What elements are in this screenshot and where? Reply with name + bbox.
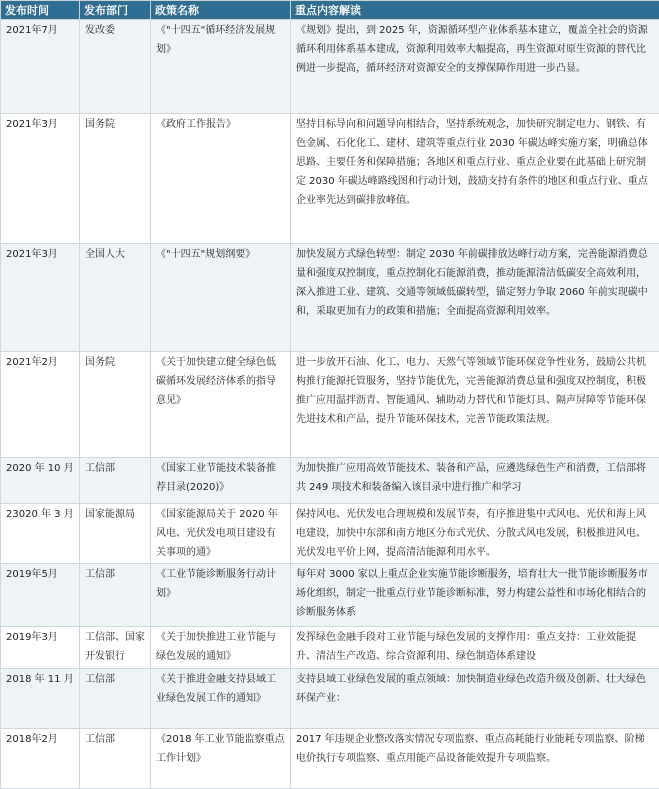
cell-department: 工信部: [80, 458, 151, 504]
cell-content: 2017 年违规企业整改落实情况专项监察、重点高耗能行业能耗专项监察、阶梯电价执行专项监察、重点用能产品设备能效提升专项监察。: [291, 729, 659, 789]
cell-department: 工信部、国家开发银行: [80, 627, 151, 669]
cell-content: 为加快推广应用高效节能技术、装备和产品，应遴选绿色生产和消费，工信部将共 249 项技术和装备编入该目录中进行推广和学习: [291, 458, 659, 504]
cell-date: 2018 年 11 月: [1, 669, 80, 729]
cell-date: 2018年2月: [1, 729, 80, 789]
cell-date: 2021年3月: [1, 244, 80, 352]
table-row: [1, 669, 659, 729]
header-date: 发布时间: [1, 1, 80, 20]
table-row: [1, 458, 659, 504]
cell-policy-name: 《关于推进金融支持县域工业绿色发展工作的通知》: [151, 669, 291, 729]
table-row: [1, 20, 659, 114]
cell-content: 《规划》提出，到 2025 年，资源循环型产业体系基本建立，覆盖全社会的资源循环利用体系基本建成，资源利用效率大幅提高，再生资源对原生资源的替代比例进一步提高，循环经济对资源安全的支撑保障作用进一步凸显。: [291, 20, 659, 114]
cell-content: 支持县域工业绿色发展的重点领域：加快制造业绿色改造升级及创新、壮大绿色环保产业：: [291, 669, 659, 729]
cell-policy-name: 《"十四五"循环经济发展规划》: [151, 20, 291, 114]
cell-content: 坚持目标导向和问题导向相结合，坚持系统观念，加快研究制定电力、钢铁、有色金属、石化化工、建材、建筑等重点行业 2030 年碳达峰实施方案，明确总体思路、主要任务和保障措施；各地区和重点行业、重点企业要在此基础上研究制定 2030 年碳达峰路线图和行动计划，鼓励支持有条件的地区和重点行业、重点企业率先达到碳排放峰值。: [291, 114, 659, 244]
cell-content: 发挥绿色金融手段对工业节能与绿色发展的支撑作用：重点支持：工业效能提升、清洁生产改造、综合资源利用、绿色制造体系建设: [291, 627, 659, 669]
table-row: [1, 729, 659, 789]
cell-department: 工信部: [80, 669, 151, 729]
table-body: [1, 20, 659, 789]
cell-department: 发改委: [80, 20, 151, 114]
table-row: [1, 504, 659, 564]
cell-policy-name: 《国家工业节能技术装备推荐目录(2020)》: [151, 458, 291, 504]
header-department: 发布部门: [80, 1, 151, 20]
header-row: [1, 1, 659, 20]
cell-policy-name: 《国家能源局关于 2020 年风电、光伏发电项目建设有关事项的通》: [151, 504, 291, 564]
cell-policy-name: 《关于加快建立健全绿色低碳循环发展经济体系的指导意见》: [151, 352, 291, 458]
cell-policy-name: 《政府工作报告》: [151, 114, 291, 244]
table-row: [1, 114, 659, 244]
cell-content: 每年对 3000 家以上重点企业实施节能诊断服务，培育壮大一批节能诊断服务市场化组织，制定一批重点行业节能诊断标准，努力构建公益性和市场化相结合的诊断服务体系: [291, 564, 659, 627]
cell-date: 2021年7月: [1, 20, 80, 114]
cell-department: 全国人大: [80, 244, 151, 352]
table-row: [1, 627, 659, 669]
cell-policy-name: 《"十四五"规划纲要》: [151, 244, 291, 352]
cell-content: 进一步放开石油、化工、电力、天然气等领域节能环保竞争性业务，鼓励公共机构推行能源托管服务，坚持节能优先，完善能源消费总量和强度双控制度，积极推广应用温拌沥青、智能通风、辅助动力替代和节能灯具、隔声屏障等节能环保先进技术和产品，提升节能环保技术，完善节能政策法规。: [291, 352, 659, 458]
table-row: [1, 352, 659, 458]
cell-content: 加快发展方式绿色转型：制定 2030 年前碳排放达峰行动方案，完善能源消费总量和强度双控制度，重点控制化石能源消费，推动能源清洁低碳安全高效利用，深入推进工业、建筑、交通等领域低碳转型，锚定努力争取 2060 年前实现碳中和，采取更加有力的政策和措施；全面提高资源利用效率。: [291, 244, 659, 352]
cell-content: 保持风电、光伏发电合理规模和发展节奏，有序推进集中式风电、光伏和海上风电建设，加快中东部和南方地区分布式光伏、分散式风电发展，积极推进风电、光伏发电平价上网，提高清洁能源利用水平。: [291, 504, 659, 564]
table-row: [1, 564, 659, 627]
header-content: 重点内容解读: [291, 1, 659, 20]
cell-date: 2019年3月: [1, 627, 80, 669]
cell-department: 国务院: [80, 114, 151, 244]
cell-date: 2021年2月: [1, 352, 80, 458]
header-policy-name: 政策名称: [151, 1, 291, 20]
cell-department: 国家能源局: [80, 504, 151, 564]
cell-policy-name: 《关于加快推进工业节能与绿色发展的通知》: [151, 627, 291, 669]
cell-date: 2020 年 10 月: [1, 458, 80, 504]
cell-date: 2019年5月: [1, 564, 80, 627]
cell-department: 工信部: [80, 564, 151, 627]
cell-policy-name: 《工业节能诊断服务行动计划》: [151, 564, 291, 627]
table-row: [1, 244, 659, 352]
cell-date: 2021年3月: [1, 114, 80, 244]
table-header: [1, 1, 659, 20]
cell-date: 23020 年 3 月: [1, 504, 80, 564]
cell-department: 工信部: [80, 729, 151, 789]
cell-department: 国务院: [80, 352, 151, 458]
cell-policy-name: 《2018 年工业节能监察重点工作计划》: [151, 729, 291, 789]
